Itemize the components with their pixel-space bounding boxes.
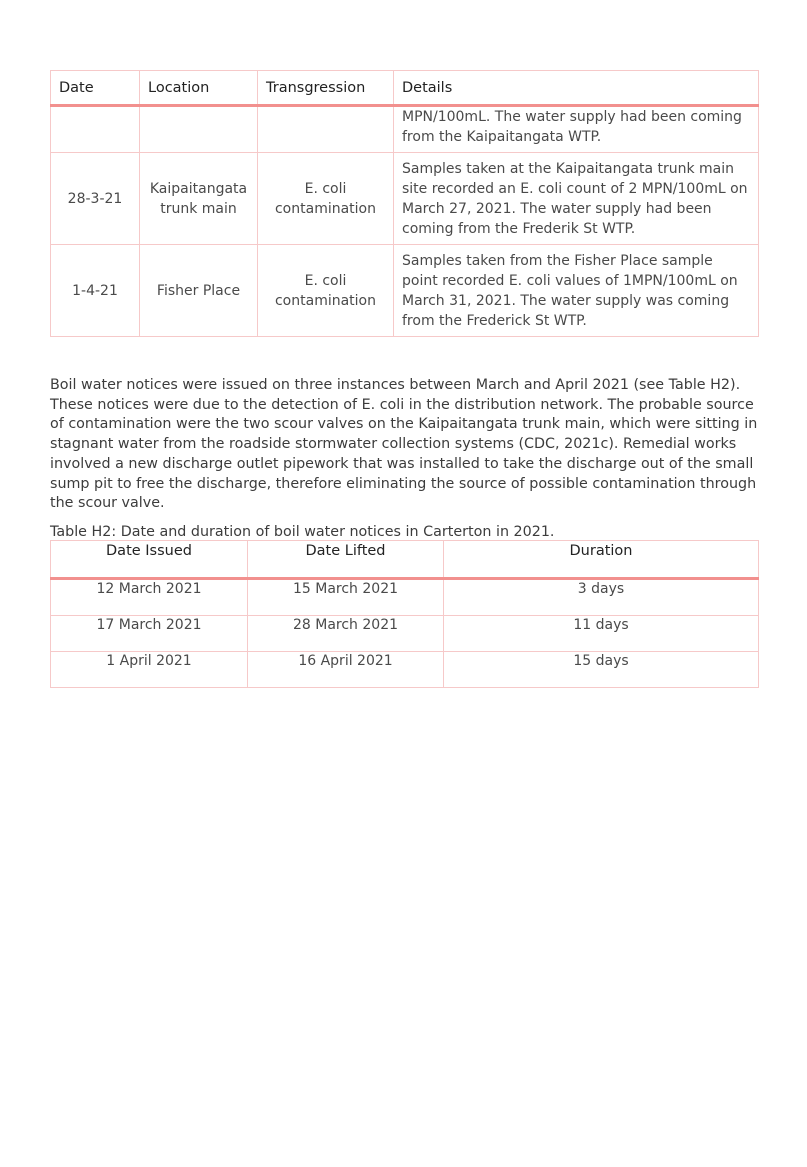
cell-transgression: E. coli contamination (258, 245, 394, 337)
cell-date-issued: 12 March 2021 (51, 579, 248, 616)
cell-date (51, 106, 140, 153)
cell-duration: 11 days (444, 616, 759, 652)
boil-water-notices-table (50, 540, 759, 688)
cell-date-lifted: 15 March 2021 (248, 579, 444, 616)
table-row (51, 579, 759, 616)
cell-location: Fisher Place (140, 245, 258, 337)
cell-date-issued: 1 April 2021 (51, 652, 248, 688)
cell-duration: 15 days (444, 652, 759, 688)
table-row (51, 245, 759, 337)
header-date-issued: Date Issued (51, 541, 248, 579)
table-row (51, 153, 759, 245)
table-row (51, 616, 759, 652)
cell-date: 1-4-21 (51, 245, 140, 337)
table-row (51, 652, 759, 688)
cell-date-lifted: 28 March 2021 (248, 616, 444, 652)
cell-location (140, 106, 258, 153)
cell-details: Samples taken at the Kaipaitangata trunk main site recorded an E. coli count of 2 MPN/100mL on March 27, 2021. The water supply had been coming from the Frederik St WTP. (394, 153, 759, 245)
table-row (51, 106, 759, 153)
cell-date-lifted: 16 April 2021 (248, 652, 444, 688)
cell-transgression (258, 106, 394, 153)
cell-details: MPN/100mL. The water supply had been coming from the Kaipaitangata WTP. (394, 106, 759, 153)
table-header-row (51, 541, 759, 579)
header-date: Date (51, 71, 140, 106)
transgressions-table (50, 70, 759, 337)
header-details: Details (394, 71, 759, 106)
cell-transgression: E. coli contamination (258, 153, 394, 245)
cell-details: Samples taken from the Fisher Place sample point recorded E. coli values of 1MPN/100mL on March 31, 2021. The water supply was coming from the Frederick St WTP. (394, 245, 759, 337)
header-date-lifted: Date Lifted (248, 541, 444, 579)
header-location: Location (140, 71, 258, 106)
cell-duration: 3 days (444, 579, 759, 616)
body-paragraph: Boil water notices were issued on three instances between March and April 2021 (see Table H2). These notices were due to the detection of E. coli in the distribution network. The probable source of contamination were the two scour valves on the Kaipaitangata trunk main, which were sitting in stagnant water from the roadside stormwater collection systems (CDC, 2021c). Remedial works involved a new discharge outlet pipework that was installed to take the discharge out of the small sump pit to free the discharge, therefore eliminating the source of possible contamination through the scour valve. (50, 377, 758, 512)
cell-date-issued: 17 March 2021 (51, 616, 248, 652)
header-duration: Duration (444, 541, 759, 579)
header-transgression: Transgression (258, 71, 394, 106)
cell-location: Kaipaitangata trunk main (140, 153, 258, 245)
cell-date: 28-3-21 (51, 153, 140, 245)
table-header-row (51, 71, 759, 106)
table-caption: Table H2: Date and duration of boil water notices in Carterton in 2021. (50, 524, 555, 540)
